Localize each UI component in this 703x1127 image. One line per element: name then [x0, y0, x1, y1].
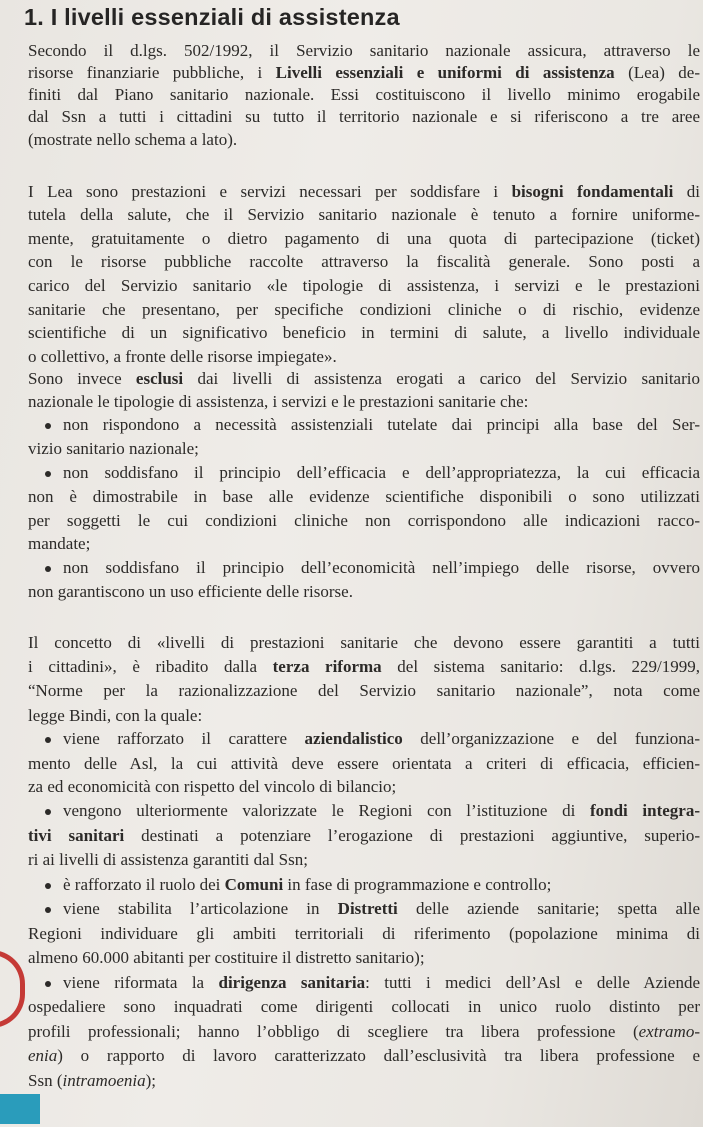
text-line: sanitarie che presentano, per specifiche condizioni cliniche o di rischio, evidenze [28, 300, 700, 319]
bullet-item: vengono ulteriormente valorizzate le Regioni con l’istituzione di fondi integra- [28, 801, 700, 821]
bullet-item: viene riformata la dirigenza sanitaria: tutti i medici dell’Asl e delle Aziende [28, 973, 700, 993]
text-line: I Lea sono prestazioni e servizi necessari per soddisfare i bisogni fondamentali di [28, 182, 700, 201]
text-line: profili professionali; hanno l’obbligo di scegliere tra libera professione (extramo- [28, 1022, 700, 1041]
text-line: risorse finanziarie pubbliche, i Livelli essenziali e uniformi di assistenza (Lea) de- [28, 63, 700, 82]
bullet-item: viene rafforzato il carattere aziendalistico dell’organizzazione e del funziona- [28, 729, 700, 749]
text-line: finiti dal Piano sanitario nazionale. Essi costituiscono il livello minimo erogabile [28, 85, 700, 104]
text-line: per soggetti le cui condizioni cliniche non corrispondono alle indicazioni racco- [28, 511, 700, 530]
text-line: Sono invece esclusi dai livelli di assistenza erogati a carico del Servizio sanitario [28, 369, 700, 388]
text-line: Ssn (intramoenia); [28, 1071, 156, 1090]
bullet-item: non soddisfano il principio dell’economicità nell’impiego delle risorse, ovvero [28, 558, 700, 578]
text-line: almeno 60.000 abitanti per costituire il distretto sanitario); [28, 948, 425, 967]
text-line: mento delle Asl, la cui attività deve essere orientata a criteri di efficacia, efficien- [28, 754, 700, 773]
text-line: nazionale le tipologie di assistenza, i servizi e le prestazioni sanitarie che: [28, 392, 529, 411]
text-line: scientifiche di un significativo beneficio in termini di salute, a livello individuale [28, 323, 700, 342]
bullet-item: viene stabilita l’articolazione in Distretti delle aziende sanitarie; spetta alle [28, 899, 700, 919]
text-line: non è dimostrabile in base alle evidenze scientifiche disponibili o sono utilizzati [28, 487, 700, 506]
text-line: tivi sanitari destinati a potenziare l’erogazione di prestazioni aggiuntive, superio- [28, 826, 700, 845]
bullet-item: non soddisfano il principio dell’efficacia e dell’appropriatezza, la cui efficacia [28, 463, 700, 483]
section-heading: 1. I livelli essenziali di assistenza [24, 4, 400, 30]
text-line: mente, gratuitamente o dietro pagamento di una quota di partecipazione (ticket) [28, 229, 700, 248]
text-line: ospedaliere sono inquadrati come dirigenti collocati in unico ruolo distinto per [28, 997, 700, 1016]
text-line: ri ai livelli di assistenza garantiti dal Ssn; [28, 850, 308, 869]
text-line: non garantiscono un uso efficiente delle risorse. [28, 582, 353, 601]
text-line: o collettivo, a fronte delle risorse impiegate». [28, 347, 337, 366]
text-line: za ed economicità con rispetto del vincolo di bilancio; [28, 777, 397, 796]
text-line: carico del Servizio sanitario «le tipologie di assistenza, i servizi e le prestazioni [28, 276, 700, 295]
margin-color-tab [0, 1094, 40, 1124]
text-line: con le risorse pubbliche raccolte attraverso la fiscalità generale. Sono posti a [28, 252, 700, 271]
text-line: Regioni individuare gli ambiti territoriali di riferimento (popolazione minima di [28, 924, 700, 943]
text-line: Il concetto di «livelli di prestazioni sanitarie che devono essere garantiti a tutti [28, 633, 700, 652]
text-line: dal Ssn a tutti i cittadini su tutto il territorio nazionale e si riferiscono a tre aree [28, 107, 700, 126]
text-line: enia) o rapporto di lavoro caratterizzato dall’esclusività tra libera professione e [28, 1046, 700, 1065]
text-line: tutela della salute, che il Servizio sanitario nazionale è tenuto a fornire uniforme- [28, 205, 700, 224]
text-line: vizio sanitario nazionale; [28, 439, 199, 458]
margin-bracket-mark [0, 950, 25, 1028]
text-line: “Norme per la razionalizzazione del Servizio sanitario nazionale”, nota come [28, 681, 700, 700]
text-line: Secondo il d.lgs. 502/1992, il Servizio sanitario nazionale assicura, attraverso le [28, 41, 700, 60]
text-line: mandate; [28, 534, 91, 553]
bullet-item: è rafforzato il ruolo dei Comuni in fase di programmazione e controllo; [28, 875, 700, 895]
bullet-item: non rispondono a necessità assistenziali tutelate dai principi alla base del Ser- [28, 415, 700, 435]
text-line: legge Bindi, con la quale: [28, 706, 203, 725]
text-line: (mostrate nello schema a lato). [28, 130, 238, 149]
text-line: i cittadini», è ribadito dalla terza riforma del sistema sanitario: d.lgs. 229/1999, [28, 657, 700, 676]
